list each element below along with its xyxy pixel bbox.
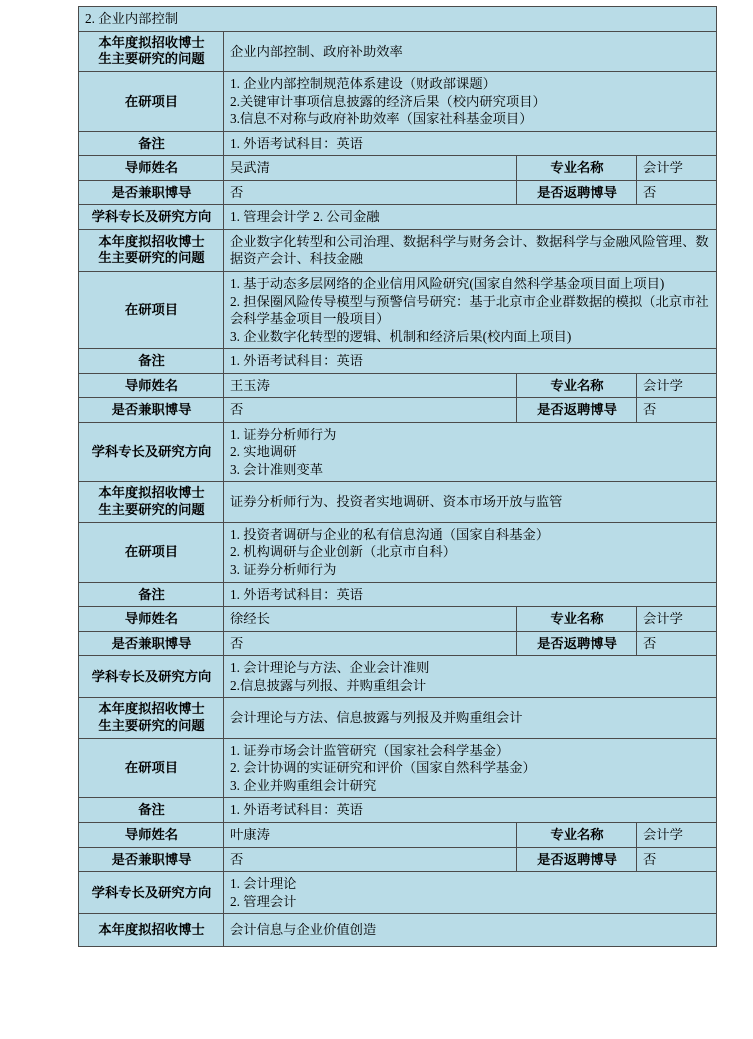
label-main-questions-line2: 生主要研究的问题 — [98, 51, 205, 67]
table-row — [79, 229, 717, 271]
label-main-questions-line2: 生主要研究的问题 — [98, 718, 205, 734]
value-main-questions: 证券分析师行为、投资者实地调研、资本市场开放与监管 — [224, 482, 717, 523]
value-major-name: 会计学 — [637, 823, 717, 848]
project-line: 2.关键审计事项信息披露的经济后果（校内研究项目） — [230, 93, 546, 109]
value-is-part-time: 否 — [224, 398, 517, 423]
value-main-questions: 会计信息与企业价值创造 — [224, 914, 717, 947]
value-ongoing-projects — [224, 738, 717, 798]
label-ongoing-projects: 在研项目 — [79, 271, 224, 348]
value-research-directions — [224, 205, 717, 230]
label-major-name: 专业名称 — [517, 607, 637, 632]
value-is-rehired: 否 — [637, 180, 717, 205]
table-row — [79, 398, 717, 423]
label-is-part-time: 是否兼职博导 — [79, 631, 224, 656]
top-fragment-cell: 2. 企业内部控制 — [79, 7, 717, 32]
label-main-questions-line1: 本年度拟招收博士 — [98, 34, 205, 50]
table-row — [79, 131, 717, 156]
value-is-rehired: 否 — [637, 631, 717, 656]
value-research-directions — [224, 656, 717, 698]
label-main-questions — [79, 698, 224, 739]
table-row — [79, 422, 717, 482]
label-main-questions-line2: 生主要研究的问题 — [98, 502, 205, 518]
label-advisor-name: 导师姓名 — [79, 156, 224, 181]
label-major-name: 专业名称 — [517, 156, 637, 181]
label-main-questions-line2: 生主要研究的问题 — [98, 250, 205, 266]
value-main-questions: 企业数字化转型和公司治理、数据科学与财务会计、数据科学与金融风险管理、数据资产会计、科技金融 — [224, 229, 717, 271]
label-major-name: 专业名称 — [517, 823, 637, 848]
label-remarks: 备注 — [79, 349, 224, 374]
label-is-part-time: 是否兼职博导 — [79, 180, 224, 205]
label-research-directions: 学科专长及研究方向 — [79, 872, 224, 914]
direction-line: 2. 管理会计 — [230, 893, 297, 909]
value-remarks: 1. 外语考试科目：英语 — [224, 798, 717, 823]
direction-line: 3. 会计准则变革 — [230, 461, 324, 477]
label-main-questions — [79, 229, 224, 271]
table-row — [79, 738, 717, 798]
table-row — [79, 156, 717, 181]
label-is-rehired: 是否返聘博导 — [517, 398, 637, 423]
project-line: 3. 企业数字化转型的逻辑、机制和经济后果(校内面上项目) — [230, 328, 572, 344]
project-line: 3.信息不对称与政府补助效率（国家社科基金项目） — [230, 111, 533, 127]
table-row — [79, 31, 717, 72]
project-line: 3. 证券分析师行为 — [230, 562, 337, 578]
value-ongoing-projects — [224, 72, 717, 132]
value-main-questions: 会计理论与方法、信息披露与列报及并购重组会计 — [224, 698, 717, 739]
label-main-questions: 本年度拟招收博士 — [79, 914, 224, 947]
label-major-name: 专业名称 — [517, 373, 637, 398]
value-is-rehired: 否 — [637, 398, 717, 423]
project-line: 3. 企业并购重组会计研究 — [230, 777, 377, 793]
project-line: 1. 投资者调研与企业的私有信息沟通（国家自科基金） — [230, 526, 550, 542]
table-row — [79, 798, 717, 823]
label-advisor-name: 导师姓名 — [79, 373, 224, 398]
table-row — [79, 373, 717, 398]
value-remarks: 1. 外语考试科目：英语 — [224, 131, 717, 156]
value-main-questions: 企业内部控制、政府补助效率 — [224, 31, 717, 72]
value-is-rehired: 否 — [637, 847, 717, 872]
advisor-info-table — [78, 6, 717, 947]
value-advisor-name: 吴武清 — [224, 156, 517, 181]
label-ongoing-projects: 在研项目 — [79, 72, 224, 132]
label-remarks: 备注 — [79, 582, 224, 607]
project-line: 1. 企业内部控制规范体系建设（财政部课题） — [230, 76, 496, 92]
project-line: 2. 担保圈风险传导模型与预警信号研究：基于北京市企业群数据的模拟（北京市社会科学基金项目一般项目） — [230, 293, 709, 327]
label-ongoing-projects: 在研项目 — [79, 522, 224, 582]
table-row — [79, 914, 717, 947]
table-row — [79, 872, 717, 914]
value-major-name: 会计学 — [637, 373, 717, 398]
label-main-questions — [79, 482, 224, 523]
label-remarks: 备注 — [79, 131, 224, 156]
direction-line: 1. 管理会计学 2. 公司金融 — [230, 209, 380, 225]
value-ongoing-projects — [224, 522, 717, 582]
value-research-directions — [224, 872, 717, 914]
value-major-name: 会计学 — [637, 607, 717, 632]
table-row — [79, 482, 717, 523]
value-remarks: 1. 外语考试科目：英语 — [224, 349, 717, 374]
project-line: 1. 基于动态多层网络的企业信用风险研究(国家自然科学基金项目面上项目) — [230, 275, 665, 291]
table-row — [79, 823, 717, 848]
direction-line: 1. 证券分析师行为 — [230, 426, 337, 442]
value-advisor-name: 徐经长 — [224, 607, 517, 632]
table-row — [79, 205, 717, 230]
label-remarks: 备注 — [79, 798, 224, 823]
value-research-directions — [224, 422, 717, 482]
label-is-rehired: 是否返聘博导 — [517, 631, 637, 656]
label-ongoing-projects: 在研项目 — [79, 738, 224, 798]
label-research-directions: 学科专长及研究方向 — [79, 205, 224, 230]
label-main-questions-line1: 本年度拟招收博士 — [98, 485, 205, 501]
label-research-directions: 学科专长及研究方向 — [79, 422, 224, 482]
value-advisor-name: 叶康涛 — [224, 823, 517, 848]
label-main-questions-line1: 本年度拟招收博士 — [98, 233, 205, 249]
table-row — [79, 522, 717, 582]
table-row — [79, 180, 717, 205]
project-line: 1. 证券市场会计监管研究（国家社会科学基金） — [230, 742, 510, 758]
label-is-rehired: 是否返聘博导 — [517, 180, 637, 205]
table-row — [79, 847, 717, 872]
label-main-questions-line1: 本年度拟招收博士 — [98, 701, 205, 717]
value-remarks: 1. 外语考试科目：英语 — [224, 582, 717, 607]
label-is-part-time: 是否兼职博导 — [79, 847, 224, 872]
direction-line: 2.信息披露与列报、并购重组会计 — [230, 677, 427, 693]
project-line: 2. 会计协调的实证研究和评价（国家自然科学基金） — [230, 760, 536, 776]
label-advisor-name: 导师姓名 — [79, 823, 224, 848]
label-advisor-name: 导师姓名 — [79, 607, 224, 632]
label-is-part-time: 是否兼职博导 — [79, 398, 224, 423]
project-line: 2. 机构调研与企业创新（北京市自科） — [230, 544, 457, 560]
value-is-part-time: 否 — [224, 847, 517, 872]
table-row — [79, 607, 717, 632]
table-row — [79, 271, 717, 348]
value-major-name: 会计学 — [637, 156, 717, 181]
label-main-questions — [79, 31, 224, 72]
direction-line: 2. 实地调研 — [230, 444, 297, 460]
table-row — [79, 656, 717, 698]
direction-line: 1. 会计理论 — [230, 876, 297, 892]
table-row — [79, 72, 717, 132]
value-is-part-time: 否 — [224, 180, 517, 205]
value-advisor-name: 王玉涛 — [224, 373, 517, 398]
value-is-part-time: 否 — [224, 631, 517, 656]
table-row — [79, 349, 717, 374]
table-row — [79, 7, 717, 32]
value-ongoing-projects — [224, 271, 717, 348]
table-row — [79, 582, 717, 607]
table-row — [79, 631, 717, 656]
direction-line: 1. 会计理论与方法、企业会计准则 — [230, 660, 430, 676]
label-is-rehired: 是否返聘博导 — [517, 847, 637, 872]
label-research-directions: 学科专长及研究方向 — [79, 656, 224, 698]
table-row — [79, 698, 717, 739]
